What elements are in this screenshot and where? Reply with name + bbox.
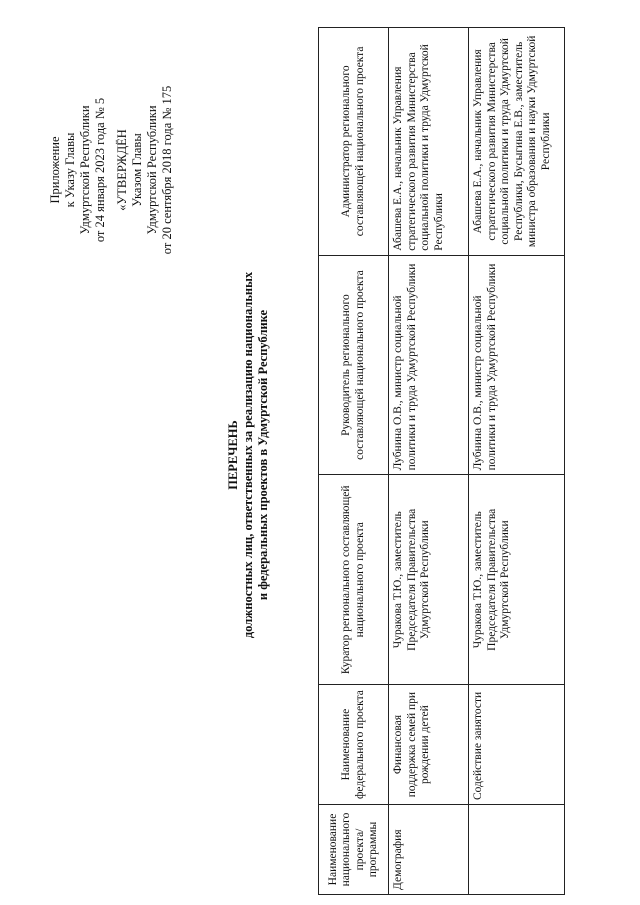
cell-head: Лубнина О.В., министр социальной политики и труда Удмуртской Республики (469, 255, 565, 475)
document-title (226, 155, 271, 755)
title-heading: ПЕРЕЧЕНЬ (226, 420, 240, 490)
responsibles-table (318, 27, 565, 895)
title-subline: должностных лиц, ответственных за реализацию национальных (241, 271, 255, 639)
column-header-curator: Куратор регионального составляющей национального проекта (319, 475, 389, 685)
cell-project: Содействие занятости (469, 685, 565, 805)
title-subline: и федеральных проектов в Удмуртской Республике (256, 309, 270, 601)
approval-line: «УТВЕРЖДЁН (115, 129, 129, 211)
cell-curator: Чуракова Т.Ю., заместитель Председателя Правительства Удмуртской Республики (469, 475, 565, 685)
cell-head: Лубнина О.В., министр социальной политики и труда Удмуртской Республики (389, 255, 469, 475)
annex-line: к Указу Главы (63, 132, 77, 208)
table-row (469, 28, 565, 895)
cell-curator: Чуракова Т.Ю., заместитель Председателя Правительства Удмуртской Республики (389, 475, 469, 685)
table-header-row (319, 28, 389, 895)
cell-admin: Абашева Е.А., начальник Управления стратегического развития Министерства социальной политики и труда Удмуртской Республики, Бусыгина Е.В., заместитель министра образования и науки Удмуртской Республики (469, 28, 565, 256)
cell-admin: Абашева Е.А., начальник Управления стратегического развития Министерства социальной политики и труда Удмуртской Республики (389, 28, 469, 256)
annex-line: Приложение (48, 136, 62, 204)
cell-program: Демография (389, 805, 469, 895)
column-header-admin: Администратор регионального составляющей национального проекта (319, 28, 389, 256)
column-header-project: Наименование федерального проекта (319, 685, 389, 805)
approval-line: Указом Главы (130, 133, 144, 207)
annex-line: от 24 января 2023 года № 5 (93, 97, 107, 243)
annex-reference (48, 20, 108, 320)
cell-program (469, 805, 565, 895)
column-header-head: Руководитель регионального составляющей национального проекта (319, 255, 389, 475)
annex-line: Удмуртской Республики (78, 105, 92, 235)
approval-line: от 20 сентября 2018 года № 175 (160, 85, 174, 255)
column-header-program: Наименование национального проекта/программы (319, 805, 389, 895)
approval-stamp (115, 20, 175, 320)
table-row (389, 28, 469, 895)
approval-line: Удмуртской Республики (145, 105, 159, 235)
cell-project: Финансовая поддержка семей при рождении детей (389, 685, 469, 805)
